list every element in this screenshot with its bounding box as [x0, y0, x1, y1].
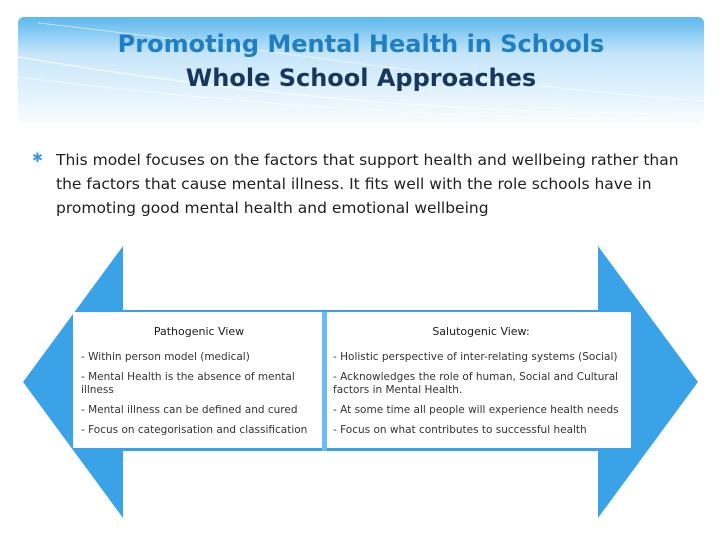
intro-text: This model focuses on the factors that support health and wellbeing rather than the factors that cause mental illness. It fits well with the role schools have in promoting good mental health and emotional wellbeing — [56, 151, 679, 217]
bullet-icon: ✱ — [32, 150, 43, 165]
salutogenic-item: - Acknowledges the role of human, Social and Cultural factors in Mental Health. — [333, 371, 619, 396]
panel-divider — [322, 312, 327, 451]
pathogenic-item: - Mental Health is the absence of mental illness — [81, 371, 295, 396]
title-line-1: Promoting Mental Health in Schools — [117, 30, 605, 58]
salutogenic-heading: Salutogenic View: — [432, 325, 530, 338]
pathogenic-column — [81, 325, 317, 444]
pathogenic-item: - Mental illness can be defined and cured — [81, 404, 298, 416]
salutogenic-column — [333, 325, 629, 444]
pathogenic-item: - Within person model (medical) — [81, 351, 250, 363]
salutogenic-item: - Holistic perspective of inter-relating systems (Social) — [333, 351, 618, 363]
title-line-2: Whole School Approaches — [185, 64, 537, 92]
pathogenic-heading: Pathogenic View — [153, 325, 245, 338]
salutogenic-item: - Focus on what contributes to successful health — [333, 424, 587, 436]
pathogenic-item: - Focus on categorisation and classification — [81, 424, 308, 436]
salutogenic-item: - At some time all people will experience health needs — [333, 404, 619, 416]
